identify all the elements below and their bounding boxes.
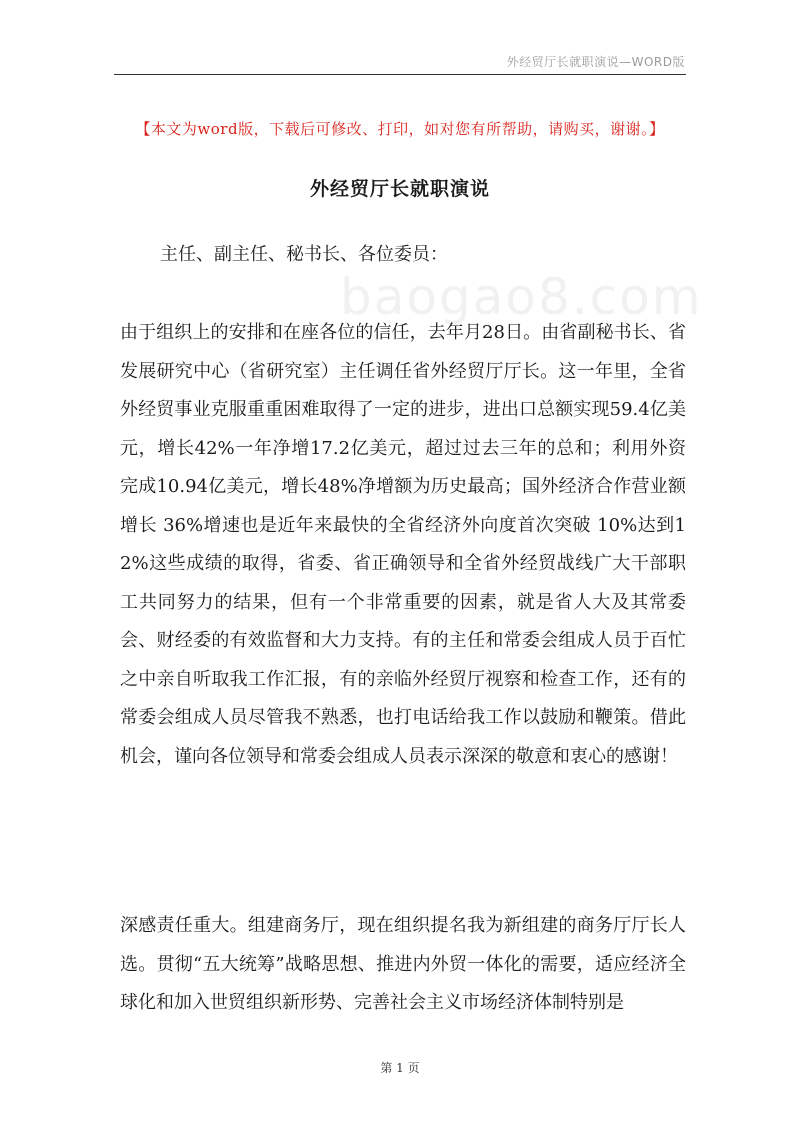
running-header: 外经贸厅长就职演说—WORD版 xyxy=(506,55,685,69)
document-title: 外经贸厅长就职演说 xyxy=(309,178,490,200)
salutation: 主任、副主任、秘书长、各位委员： xyxy=(160,244,448,265)
page-number: 第 1 页 xyxy=(380,1061,420,1075)
watermark: baogao8.com xyxy=(340,268,703,326)
paragraph-1: 由于组织上的安排和在座各位的信任，去年月28日。由省副秘书长、省发展研究中心（省研究室）主任调任省外经贸厅厅长。这一年里，全省外经贸事业克服重重困难取得了一定的进步，进出口总额实现59.4亿美元，增长42%一年净增17.2亿美元，超过过去三年的总和；利用外资完成10.94亿美元，增长48%净增额为历史最高；国外经济合作营业额增长 36%增速也是近年来最快的全省经济外向度首次突破 10%达到12%这些成绩的取得，省委、省正确领导和全省外经贸战线广大干部职工共同努力的结果，但有一个非常重要的因素，就是省人大及其常委会、财经委的有效监督和大力支持。有的主任和常委会组成人员于百忙之中亲自听取我工作汇报，有的亲临外经贸厅视察和检查工作，还有的常委会组成人员尽管我不熟悉，也打电话给我工作以鼓励和鞭策。借此机会，谨向各位领导和常委会组成人员表示深深的敬意和衷心的感谢！ xyxy=(120,322,686,767)
header-divider xyxy=(114,74,686,75)
download-notice: 【本文为word版，下载后可修改、打印，如对您有所帮助，请购买，谢谢。】 xyxy=(135,120,665,138)
paragraph-2: 深感责任重大。组建商务厅，现在组织提名我为新组建的商务厅厅长人选。贯彻“五大统筹”战略思想、推进内外贸一体化的需要，适应经济全球化和加入世贸组织新形势、完善社会主义市场经济体制特别是 xyxy=(120,915,686,1013)
